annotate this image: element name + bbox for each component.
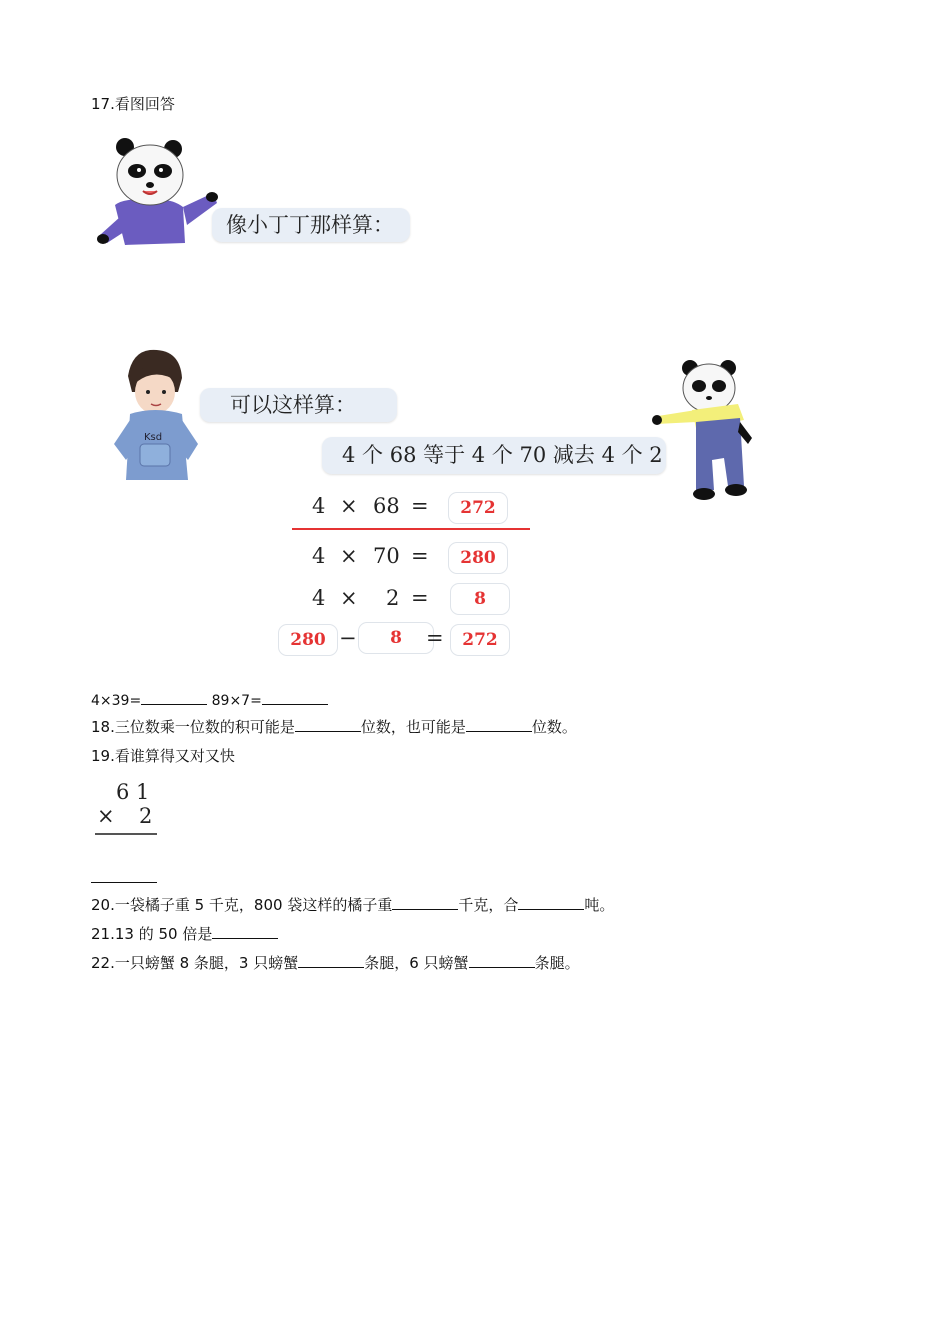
q18-text-2: 位数，也可能是 (360, 718, 466, 736)
row-2-answer-box: 280 (448, 542, 508, 574)
q18 (91, 717, 577, 737)
q22-text-1: 22.一只螃蟹 8 条腿，3 只螃蟹 (91, 954, 299, 972)
vertical-line (95, 833, 157, 835)
panda-2-illustration (652, 358, 762, 503)
q19-answer-blank[interactable] (91, 868, 157, 883)
q21-blank-1[interactable] (212, 924, 278, 939)
row-2-times: × (340, 544, 358, 568)
q21-text-1: 21.13 的 50 倍是 (91, 925, 213, 943)
final-a-box: 280 (278, 624, 338, 656)
q21 (91, 924, 278, 944)
q22-text-3: 条腿。 (534, 954, 580, 972)
q18-text-3: 位数。 (531, 718, 577, 736)
row-1-a: 4 (312, 494, 326, 518)
row-2-a: 4 (312, 544, 326, 568)
q22-blank-2[interactable] (469, 953, 535, 968)
row-1-equals: = (411, 494, 429, 518)
vertical-bottom-number: 2 (139, 804, 153, 828)
q20-text-1: 20.一袋橘子重 5 千克，800 袋这样的橘子重 (91, 896, 393, 914)
q20-text-3: 吨。 (584, 896, 615, 914)
q18-blank-2[interactable] (466, 717, 532, 732)
q22-text-2: 条腿，6 只螃蟹 (364, 954, 469, 972)
q17-prompt (91, 690, 328, 711)
row-3-equals: = (411, 586, 429, 610)
final-equals: = (426, 626, 444, 650)
row-2-equals: = (411, 544, 429, 568)
row-1-answer-box: 272 (448, 492, 508, 524)
row-3-a: 4 (312, 586, 326, 610)
q18-text-1: 18.三位数乘一位数的积可能是 (91, 718, 295, 736)
speech-bubble-3: 4 个 68 等于 4 个 70 减去 4 个 2 (322, 437, 666, 474)
q17-title: 17.看图回答 (91, 95, 175, 113)
q19-title: 19.看谁算得又对又快 (91, 747, 235, 765)
row-3-answer-box: 8 (450, 583, 510, 615)
svg-text:Ksd: Ksd (144, 432, 163, 443)
boy-illustration (108, 348, 203, 483)
row-1-times: × (340, 494, 358, 518)
row-1-b: 68 (373, 494, 400, 518)
q17-prompt-a: 4×39= (91, 693, 142, 709)
row-3-b: 2 (386, 586, 400, 610)
vertical-top-number: 6 1 (116, 780, 150, 804)
panda-illustration (95, 135, 220, 255)
speech-bubble-1: 像小丁丁那样算： (212, 208, 410, 242)
final-answer-box: 272 (450, 624, 510, 656)
q22 (91, 953, 580, 973)
q22-blank-1[interactable] (298, 953, 364, 968)
q18-blank-1[interactable] (295, 717, 361, 732)
q20 (91, 895, 614, 915)
final-b-box: 8 (358, 622, 434, 654)
q20-text-2: 千克，合 (458, 896, 519, 914)
q20-blank-2[interactable] (518, 895, 584, 910)
q20-blank-1[interactable] (392, 895, 458, 910)
q17-prompt-b: 89×7= (211, 693, 262, 709)
speech-bubble-2: 可以这样算： (200, 388, 397, 422)
row-3-times: × (340, 586, 358, 610)
vertical-times-sign: × (97, 804, 115, 828)
q17-blank-b[interactable] (262, 690, 328, 705)
q17-blank-a[interactable] (141, 690, 207, 705)
final-minus: − (339, 626, 357, 650)
red-divider-line (292, 528, 530, 530)
row-2-b: 70 (373, 544, 400, 568)
